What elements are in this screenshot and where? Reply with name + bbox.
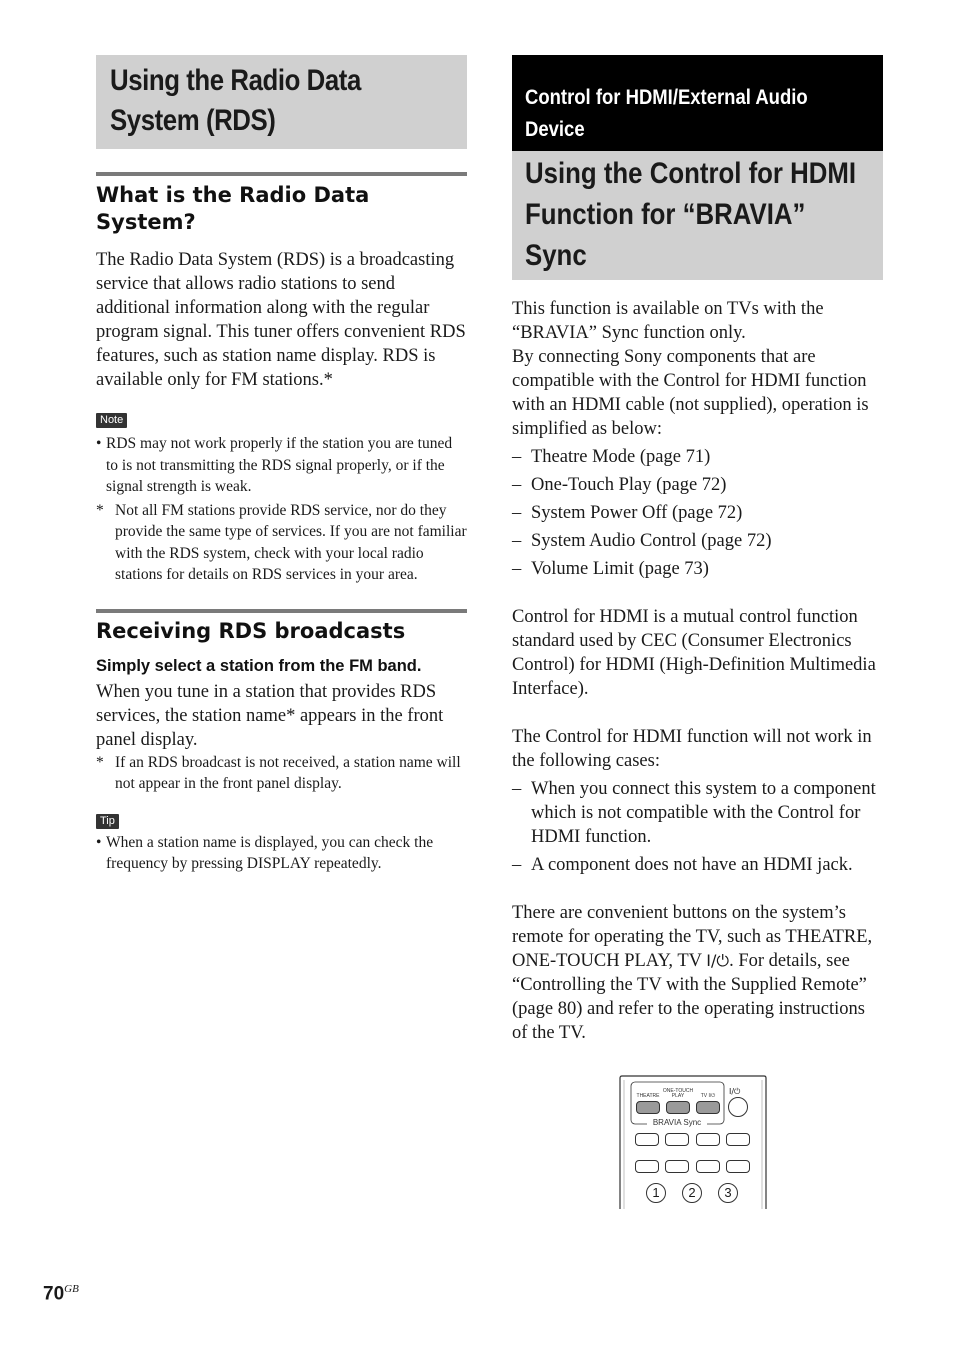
page-number: [43, 1283, 79, 1305]
tip-bullet: • When a station name is displayed, you can check the frequency by pressing DISPLAY repeatedly.: [96, 832, 467, 875]
list-item-text: System Audio Control (page 72): [531, 531, 772, 551]
title-line: Using the Control for HDMI: [525, 157, 857, 190]
remote-illustration: [619, 1075, 767, 1209]
section-divider: [96, 172, 467, 176]
dash-mark: –: [512, 503, 522, 523]
instruction-subheading: Simply select a station from the FM band.: [96, 656, 422, 675]
receiving-description: When you tune in a station that provides RDS services, the station name* appears in the front panel display.: [96, 681, 444, 750]
dash-mark: –: [512, 559, 522, 579]
title-line: Using the Radio Data: [110, 64, 361, 97]
page-number-suffix: GB: [64, 1283, 79, 1295]
remote-button[interactable]: [665, 1160, 689, 1173]
footnote-mark: *: [96, 753, 104, 771]
note-bullet: • RDS may not work properly if the station you are tuned to is not transmitting the RDS signal properly, or if the signal strength is weak.: [96, 433, 467, 498]
list-item: [512, 501, 883, 525]
list-item-text: System Power Off (page 72): [531, 503, 743, 523]
dash-mark: –: [512, 475, 522, 495]
dash-mark: –: [512, 531, 522, 551]
cec-paragraph: Control for HDMI is a mutual control function standard used by CEC (Consumer Electronics Control) for HDMI (High-Definition Multimedia Interface).: [512, 607, 876, 699]
intro-paragraph: By connecting Sony components that are compatible with the Control for HDMI function with an HDMI cable (not supplied), operation is simplified as below:: [512, 347, 869, 439]
dash-mark: –: [512, 447, 522, 467]
page-title-rds: [96, 55, 467, 149]
section-header-hdmi: [512, 55, 883, 151]
heading-line: System?: [96, 210, 196, 234]
heading-line: What is the Radio Data: [96, 183, 370, 207]
tv-power-label: TV I/⏻: [700, 1093, 716, 1099]
note-badge: Note: [96, 413, 127, 428]
list-item: [512, 445, 883, 469]
page-title-bravia-sync: [512, 151, 883, 280]
dash-mark: –: [512, 779, 522, 799]
intro-paragraph: This function is available on TVs with the “BRAVIA” Sync function only.: [512, 299, 824, 343]
cases-list: [512, 777, 883, 877]
section-header-line: Device: [525, 118, 585, 141]
remote-button[interactable]: [665, 1133, 689, 1146]
one-touch-play-label: ONE-TOUCH PLAY: [662, 1088, 694, 1099]
tip-badge: Tip: [96, 814, 119, 829]
footnote-mark: *: [96, 501, 104, 519]
rds-description: The Radio Data System (RDS) is a broadcasting service that allows radio stations to send additional information along with the regular program signal. This tuner offers convenient RDS features, such as station name display. RDS is available only for FM stations.*: [96, 250, 466, 390]
feature-list: [512, 445, 883, 581]
left-column: [96, 55, 467, 875]
list-item: [512, 529, 883, 553]
list-item-text: Volume Limit (page 73): [531, 559, 709, 579]
tv-power-button[interactable]: [696, 1101, 720, 1114]
right-column: [512, 55, 883, 1045]
remote-button[interactable]: [726, 1133, 750, 1146]
list-item-text: Theatre Mode (page 71): [531, 447, 711, 467]
list-item-text: One-Touch Play (page 72): [531, 475, 727, 495]
number-button-1[interactable]: 1: [646, 1183, 666, 1203]
bravia-sync-label: BRAVIA Sync: [647, 1119, 707, 1127]
remote-button[interactable]: [696, 1160, 720, 1173]
remote-button[interactable]: [726, 1160, 750, 1173]
dash-mark: –: [512, 855, 522, 875]
section-heading-receiving-rds: Receiving RDS broadcasts: [96, 618, 406, 643]
section-divider: [96, 609, 467, 613]
not-work-paragraph: The Control for HDMI function will not work in the following cases:: [512, 727, 872, 771]
remote-button[interactable]: [696, 1133, 720, 1146]
note-block: [96, 410, 467, 586]
list-item: [512, 777, 883, 849]
power-button[interactable]: [728, 1097, 748, 1117]
remote-button[interactable]: [635, 1133, 659, 1146]
buttons-paragraph: [512, 901, 883, 1045]
title-line: Sync: [525, 239, 587, 272]
number-button-2[interactable]: 2: [682, 1183, 702, 1203]
theatre-label: THEATRE: [636, 1093, 660, 1099]
page-number-value: 70: [43, 1283, 65, 1305]
section-heading-what-is-rds: [96, 182, 467, 236]
footnote-text: If an RDS broadcast is not received, a station name will not appear in the front panel display.: [115, 753, 461, 792]
title-line: System (RDS): [110, 104, 276, 137]
footnote: [96, 500, 467, 586]
power-icon: I/⏻: [706, 951, 730, 970]
footnote-text: Not all FM stations provide RDS service, nor do they provide the same type of services. If you are not familiar with the RDS system, check with your local radio stations for details on RDS services in your area.: [115, 501, 467, 583]
text-span: . For details, see “Controlling the TV with the Supplied Remote” (page 80) and refer to the operating instructions of the TV.: [512, 951, 867, 1043]
remote-button[interactable]: [635, 1160, 659, 1173]
text-span: There are convenient buttons on the system’s remote for operating the TV, such as THEATRE, ONE-TOUCH PLAY, TV: [512, 903, 873, 971]
title-line: Function for “BRAVIA”: [525, 198, 806, 231]
list-item-text: When you connect this system to a component which is not compatible with the Control for HDMI function.: [531, 779, 876, 847]
list-item: [512, 557, 883, 581]
list-item: [512, 853, 883, 877]
tip-block: [96, 811, 467, 875]
section-header-line: Control for HDMI/External Audio: [525, 86, 808, 109]
one-touch-play-button[interactable]: [666, 1101, 690, 1114]
theatre-button[interactable]: [636, 1101, 660, 1114]
footnote: [96, 752, 467, 795]
power-icon: I/⏻: [729, 1087, 741, 1096]
number-button-3[interactable]: 3: [718, 1183, 738, 1203]
list-item: [512, 473, 883, 497]
list-item-text: A component does not have an HDMI jack.: [531, 855, 853, 875]
